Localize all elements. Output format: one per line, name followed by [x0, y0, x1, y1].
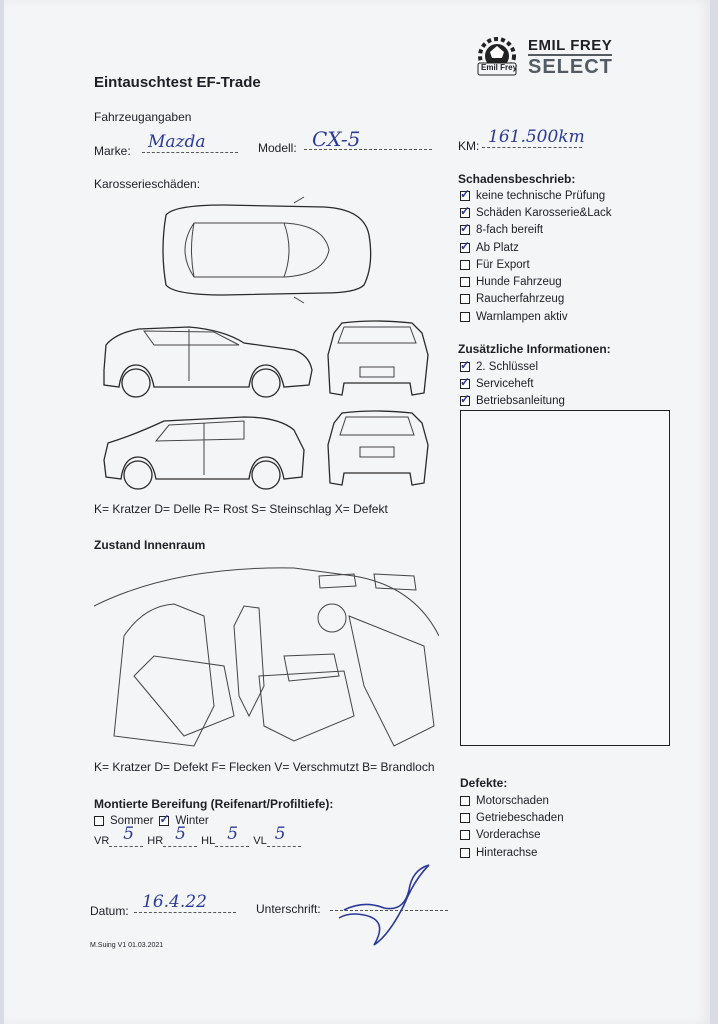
tire-depth-row: [94, 824, 301, 847]
car-top-view[interactable]: [163, 197, 371, 303]
logo-badge-text: Emil Frey: [481, 63, 518, 72]
date-label: Datum:: [90, 904, 129, 918]
winter-label: Winter: [175, 814, 209, 827]
defect-item[interactable]: [460, 809, 564, 826]
car-diagrams[interactable]: [94, 195, 434, 495]
defect-item[interactable]: [460, 844, 564, 861]
additional-info-label: Serviceheft: [476, 377, 534, 390]
defects-list: [460, 792, 564, 861]
damage-description-checkbox[interactable]: [460, 277, 470, 287]
additional-info-list: [460, 358, 565, 410]
damage-description-label: Hunde Fahrzeug: [476, 276, 562, 289]
damage-description-label: Ab Platz: [476, 241, 519, 254]
vl-value: 5: [274, 824, 286, 844]
gear-icon: [472, 36, 522, 82]
defect-checkbox[interactable]: [460, 796, 470, 806]
defect-item[interactable]: [460, 827, 564, 844]
damage-description-checkbox[interactable]: [460, 243, 470, 253]
vl-label: VL: [253, 835, 267, 847]
damage-description-checkbox[interactable]: [460, 260, 470, 270]
damage-description-label: Warnlampen aktiv: [476, 310, 568, 323]
additional-info-checkbox[interactable]: [460, 362, 470, 372]
model-field[interactable]: [304, 127, 432, 151]
damage-description-label: keine technische Prüfung: [476, 189, 606, 202]
hr-value: 5: [175, 824, 186, 844]
additional-info-item[interactable]: [460, 358, 565, 375]
km-field[interactable]: [482, 127, 585, 148]
defect-item[interactable]: [460, 792, 564, 809]
damage-description-item[interactable]: [460, 204, 612, 221]
body-damage-legend: K= Kratzer D= Delle R= Rost S= Steinschlag X= Defekt: [94, 502, 388, 516]
defect-label: Vorderachse: [476, 829, 541, 842]
date-field[interactable]: [134, 892, 236, 913]
vr-label: VR: [94, 835, 110, 847]
defect-checkbox[interactable]: [460, 813, 470, 823]
form-sheet: [4, 0, 710, 1024]
additional-info-checkbox[interactable]: [460, 379, 470, 389]
damage-description-label: 8-fach bereift: [476, 224, 544, 237]
tires-type-row: [94, 812, 209, 829]
damage-description-item[interactable]: [460, 256, 612, 273]
vehicle-section-title: Fahrzeugangaben: [94, 110, 192, 124]
interior-legend: K= Kratzer D= Defekt F= Flecken V= Verschmutzt B= Brandloch: [94, 760, 435, 774]
defect-label: Motorschaden: [476, 794, 549, 807]
damage-description-checkbox[interactable]: [460, 225, 470, 235]
form-version: M.Suing V1 01.03.2021: [90, 942, 164, 949]
tires-title: Montierte Bereifung (Reifenart/Profiltiefe):: [94, 797, 334, 811]
damage-description-list: [460, 187, 612, 325]
interior-diagram[interactable]: [94, 556, 439, 756]
damage-description-label: Schäden Karosserie&Lack: [476, 206, 612, 219]
defect-label: Getriebeschaden: [476, 811, 564, 824]
vl-field[interactable]: [267, 824, 301, 847]
additional-info-checkbox[interactable]: [460, 396, 470, 406]
additional-info-item[interactable]: [460, 375, 565, 392]
damage-description-title: Schadensbeschrieb:: [458, 172, 576, 186]
damage-description-checkbox[interactable]: [460, 208, 470, 218]
defects-title: Defekte:: [460, 776, 508, 790]
car-rear-view[interactable]: [328, 411, 428, 485]
damage-description-checkbox[interactable]: [460, 191, 470, 201]
emil-frey-gear-logo: [472, 36, 522, 82]
car-side-view-right[interactable]: [104, 327, 312, 397]
defect-label: Hinterachse: [476, 846, 538, 859]
hl-value: 5: [227, 824, 239, 844]
damage-description-label: Raucherfahrzeug: [476, 293, 565, 306]
additional-info-item[interactable]: [460, 393, 565, 410]
brand-value: Mazda: [148, 132, 206, 152]
hr-field[interactable]: [163, 824, 197, 847]
damage-description-item[interactable]: [460, 273, 612, 290]
additional-info-title: Zusätzliche Informationen:: [458, 342, 611, 356]
interior-title: Zustand Innenraum: [94, 538, 206, 552]
additional-info-label: 2. Schlüssel: [476, 360, 539, 373]
vr-value: 5: [123, 824, 135, 844]
handwritten-signature: [334, 860, 434, 950]
signature-label: Unterschrift:: [256, 902, 321, 916]
damage-description-label: Für Export: [476, 258, 530, 271]
damage-description-item[interactable]: [460, 291, 612, 308]
logo-line1: EMIL FREY: [528, 37, 613, 54]
hl-field[interactable]: [215, 824, 249, 847]
damage-description-checkbox[interactable]: [460, 294, 470, 304]
defect-checkbox[interactable]: [460, 830, 470, 840]
summer-checkbox[interactable]: [94, 816, 104, 826]
km-label: KM:: [458, 139, 480, 153]
notes-box[interactable]: [460, 410, 670, 746]
brand-label: Marke:: [94, 144, 131, 158]
car-side-view-left[interactable]: [104, 417, 304, 489]
damage-description-item[interactable]: [460, 308, 612, 325]
damage-description-item[interactable]: [460, 222, 612, 239]
hl-label: HL: [201, 835, 216, 847]
hr-label: HR: [147, 835, 164, 847]
damage-description-item[interactable]: [460, 187, 612, 204]
summer-label: Sommer: [110, 814, 154, 827]
date-value: 16.4.22: [142, 892, 207, 912]
additional-info-label: Betriebsanleitung: [476, 395, 565, 408]
car-front-view[interactable]: [328, 321, 428, 395]
vr-field[interactable]: [109, 824, 143, 847]
model-label: Modell:: [258, 141, 297, 155]
damage-description-item[interactable]: [460, 239, 612, 256]
damage-description-checkbox[interactable]: [460, 312, 470, 322]
model-value: CX-5: [312, 127, 361, 151]
brand-field[interactable]: [142, 132, 238, 153]
km-value: 161.500km: [488, 127, 585, 147]
body-damage-title: Karosserieschäden:: [94, 177, 201, 191]
form-title: Eintauschtest EF-Trade: [94, 74, 261, 91]
logo-line2: SELECT: [528, 56, 613, 78]
defect-checkbox[interactable]: [460, 848, 470, 858]
winter-checkbox[interactable]: [159, 816, 169, 826]
